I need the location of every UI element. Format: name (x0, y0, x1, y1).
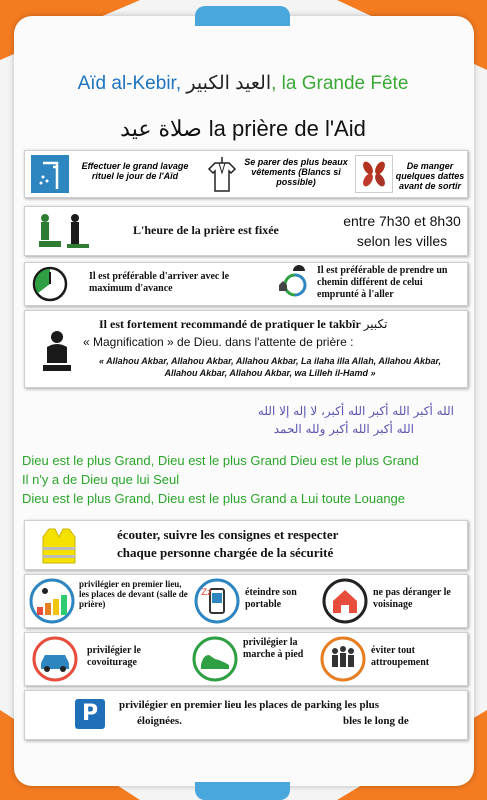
tip-neighbors-text: ne pas déranger le voisinage (373, 587, 451, 610)
car-icon (31, 635, 79, 683)
advice-arrive-text: Il est préférable d'arriver avec le maximum d'avance (89, 271, 230, 294)
shirt-icon (201, 153, 243, 195)
takbir-french-line-1: Dieu est le plus Grand, Dieu est le plus Grand Dieu est le plus Grand (22, 453, 419, 468)
shower-icon (31, 155, 69, 193)
praying-person-icon (39, 329, 75, 373)
security-line-2: chaque personne chargée de la sécurité (117, 545, 334, 560)
takbir-arabic-line-2: الله أكبر الله أكبر ولله الحمد (273, 422, 414, 436)
tip-crowd-text: éviter tout attroupement (371, 645, 430, 668)
tip-phone-text: éteindre son portable (245, 587, 297, 610)
takbir-arabic-line-1: الله أكبر الله أكبر الله أكبر، لا إله إلا الله (257, 404, 454, 418)
security-card (24, 520, 468, 570)
phone-off-icon (193, 577, 241, 625)
takbir-card (24, 310, 468, 388)
tips-card-2 (24, 632, 468, 686)
bottom-tab-decoration (195, 782, 290, 800)
advice-path-text: Il est préférable de prendre un chemin différent de celui emprunté à l'aller (317, 265, 448, 300)
subtitle-french: la prière de l'Aid (208, 116, 366, 141)
title-part-arabic: العيد الكبير (186, 73, 272, 94)
shoe-icon (191, 635, 239, 683)
prayer-figures-icon (33, 211, 93, 251)
takbir-intro-text: Il est fortement recommandé de pratiquer le takbîr (99, 317, 361, 331)
takbir-french-line-3: Dieu est le plus Grand, Dieu est le plus Grand a Lui toute Louange (22, 491, 406, 506)
clock-icon (31, 265, 69, 303)
top-tab-decoration (195, 6, 290, 26)
prayer-time-value: entre 7h30 et 8h30 selon les villes (343, 213, 461, 249)
takbir-intro (99, 317, 463, 332)
prayer-time-card (24, 206, 468, 256)
title-part-1: Aïd al-Kebir, (77, 73, 187, 94)
takbir-transliteration: « Allahou Akbar, Allahou Akbar, Allahou Akbar, La ilaha illa Allah, Allahou Akbar, Allahou Akbar, Allahou Akbar, wa Lilleh il-Hamd » (98, 356, 442, 378)
tip-front-text: privilégier en premier lieu, les places de devant (salle de prière) (79, 579, 188, 609)
subtitle (18, 116, 468, 142)
prep-clothes-text: Se parer des plus beaux vêtements (Blancs si possible) (244, 157, 348, 187)
home-icon (321, 577, 369, 625)
subtitle-arabic: صلاة عيد (120, 117, 202, 142)
prayer-time-label: L'heure de la prière est fixée (133, 223, 279, 237)
prep-wash-text: Effectuer le grand lavage rituel le jour de l'Aïd (81, 161, 189, 181)
takbir-arabic-word: تكبير (363, 317, 388, 331)
security-line-1: écouter, suivre les consignes et respecter (117, 527, 339, 542)
crowd-icon (319, 635, 367, 683)
title-part-3: , la Grande Fête (271, 73, 409, 94)
tip-carpool-text: privilégier le covoiturage (87, 645, 141, 668)
svg-text:Zz: Zz (201, 588, 212, 598)
tip-walk-text: privilégier la marche à pied (243, 637, 304, 660)
parking-line-1: privilégier en premier lieu les places de parking les plus (119, 699, 380, 711)
parking-card (24, 690, 468, 740)
takbir-french-line-2: Il n'y a de Dieu que lui Seul (22, 472, 180, 487)
advice-card (24, 262, 468, 306)
page-title (18, 72, 468, 95)
prep-dates-text: De manger quelques dattes avant de sortir (395, 161, 465, 191)
route-icon (273, 265, 313, 303)
preparation-card (24, 150, 468, 198)
takbir-meaning: « Magnification » de Dieu. dans l'attente de prière : (83, 335, 354, 349)
parking-line-2b: bles le long de (343, 715, 409, 727)
parking-icon: P (75, 699, 105, 729)
tips-card-1 (24, 574, 468, 628)
parking-line-2a: éloignées. (137, 715, 182, 727)
dates-icon (355, 155, 393, 193)
front-rows-icon (29, 577, 75, 625)
safety-vest-icon (39, 525, 79, 565)
